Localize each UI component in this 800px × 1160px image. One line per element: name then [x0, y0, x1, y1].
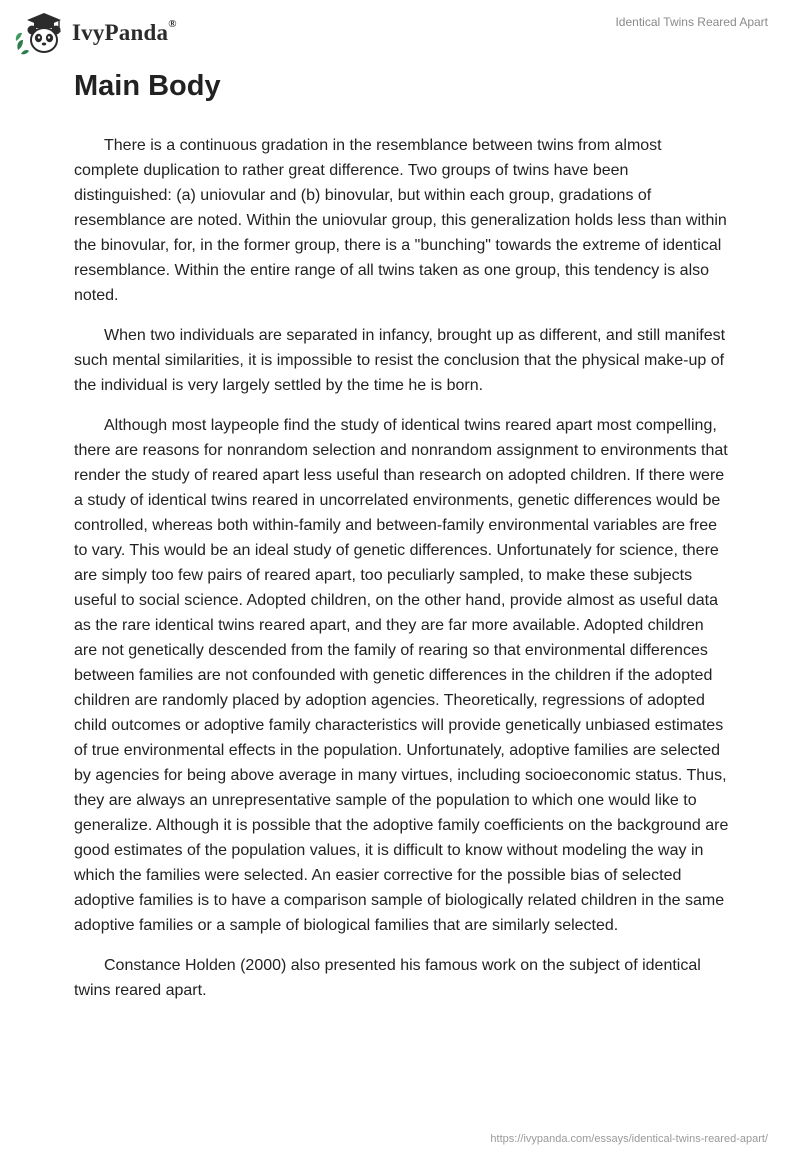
registered-mark: ®: [168, 18, 177, 30]
paragraph: There is a continuous gradation in the resemblance between twins from almost complete duplication to rather great difference. Two groups of twins have been distinguished: (a) uniovular and (b) binovular, but within each group, gradations of resemblance are noted. Within the uniovular group, this generalization holds less than within the binovular, for, in the former group, there is a "bunching" towards the extreme of identical resemblance. Within the entire range of all twins taken as one group, this tendency is also noted.: [74, 137, 727, 304]
paragraph: Although most laypeople find the study of identical twins reared apart most compelling, there are reasons for nonrandom selection and nonrandom assignment to environments that render the study of reared apart less useful than research on adopted children. If there were a study of identical twins reared in uncorrelated environments, genetic differences would be controlled, whereas both within-family and between-family environmental variables are free to vary. This would be an ideal study of genetic differences. Unfortunately for science, there are simply too few pairs of reared apart, too peculiarly sampled, to make these subjects useful to social science. Adopted children, on the other hand, provide almost as useful data as the rare identical twins reared apart, and they are far more available. Adopted children are not genetically descended from the family of rearing so that environmental differences between families are not confounded with genetic differences in the children if the adopted children are randomly placed by adoption agencies. Theoretically, regressions of adopted child outcomes or adoptive family characteristics will provide genetically unbiased estimates of true environmental effects in the population. Unfortunately, adoptive families are selected by agencies for being above average in many virtues, including socioeconomic status. Thus, they are always an unrepresentative sample of the population to which one would like to generalize. Although it is possible that the adoptive family coefficients on the background are good estimates of the population values, it is difficult to know without modeling the way in which the families were selected. An easier corrective for the possible bias of selected adoptive families is to have a comparison sample of biologically related children in the same adoptive families or a sample of biological families that are similarly selected.: [74, 417, 729, 934]
document-title: Identical Twins Reared Apart: [615, 15, 768, 29]
article-body: [74, 133, 730, 1018]
page-header: [0, 0, 800, 60]
ivypanda-logo[interactable]: [14, 8, 177, 58]
brand-name-text: IvyPanda: [72, 20, 169, 45]
paragraph: When two individuals are separated in infancy, brought up as different, and still manifest such mental similarities, it is impossible to resist the conclusion that the physical make-up of the individual is very largely settled by the time he is born.: [74, 327, 726, 394]
section-heading: Main Body: [74, 70, 221, 102]
panda-graduate-icon: [14, 10, 68, 56]
brand-name: [72, 20, 177, 46]
paragraph: Constance Holden (2000) also presented his famous work on the subject of identical twins reared apart.: [74, 957, 701, 999]
source-url[interactable]: https://ivypanda.com/essays/identical-twins-reared-apart/: [490, 1133, 768, 1145]
